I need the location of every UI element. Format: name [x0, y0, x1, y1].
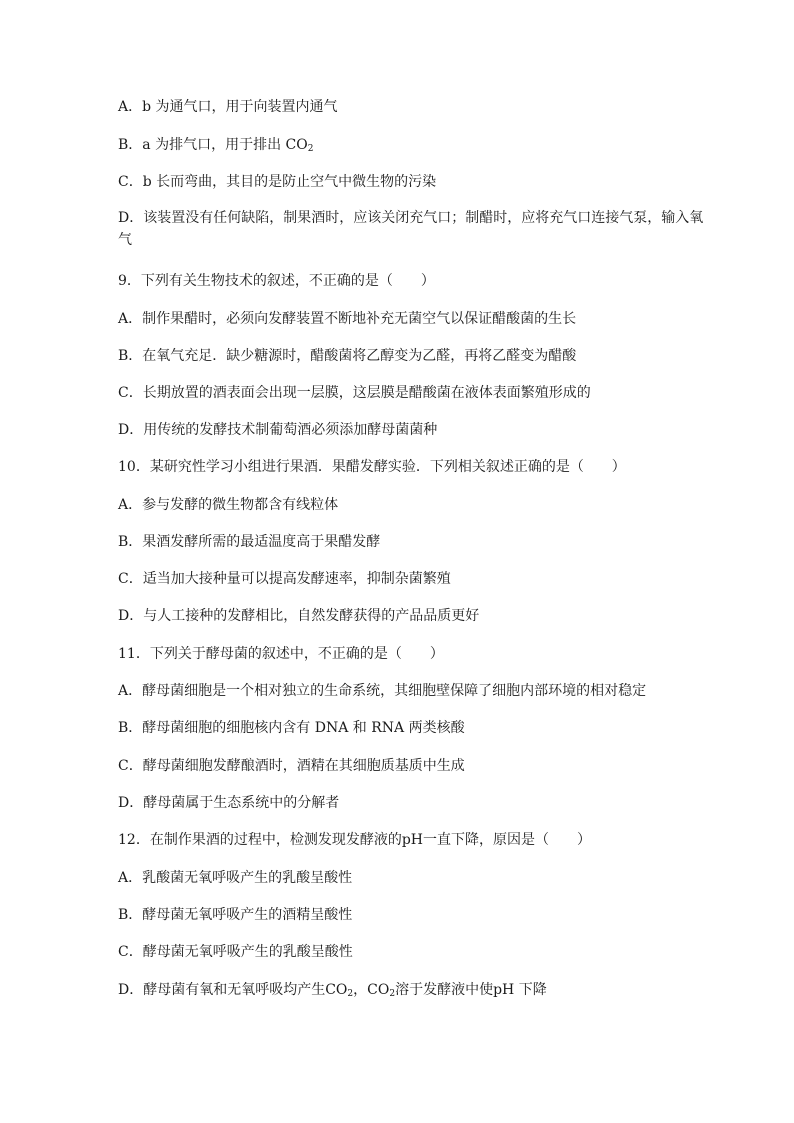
q8-option-b-subscript: 2	[307, 144, 314, 154]
q12-stem: 12．在制作果酒的过程中，检测发现发酵液的pH一直下降，原因是（ ）	[118, 832, 591, 848]
q11-option-d: D．酵母菌属于生态系统中的分解者	[118, 795, 340, 811]
q10-option-c: C．适当加大接种量可以提高发酵速率，抑制杂菌繁殖	[118, 571, 451, 587]
q9-option-b: B．在氧气充足．缺少糖源时，醋酸菌将乙醇变为乙醛，再将乙醛变为醋酸	[118, 348, 577, 364]
q12-option-a: A．乳酸菌无氧呼吸产生的乳酸呈酸性	[118, 870, 353, 886]
q9-stem: 9．下列有关生物技术的叙述，不正确的是（ ）	[118, 273, 435, 289]
q12-option-b: B．酵母菌无氧呼吸产生的酒精呈酸性	[118, 907, 353, 923]
q11-option-c: C．酵母菌细胞发酵酿酒时，酒精在其细胞质基质中生成	[118, 758, 465, 774]
q11-stem: 11．下列关于酵母菌的叙述中，不正确的是（ ）	[118, 646, 444, 662]
q8-option-d: D．该装置没有任何缺陷，制果酒时，应该关闭充气口；制醋时，应将充气口连接气泵，输入氧气	[118, 210, 704, 248]
q12-option-d-part1: D．酵母菌有氧和无氧呼吸均产生CO	[118, 982, 348, 998]
q9-option-a: A．制作果醋时，必须向发酵装置不断地补充无菌空气以保证醋酸菌的生长	[118, 311, 577, 327]
q8-option-a: A．b 为通气口，用于向装置内通气	[118, 99, 338, 115]
q8-option-b	[118, 135, 718, 155]
q10-option-a: A．参与发酵的微生物都含有线粒体	[118, 497, 339, 513]
q10-stem: 10．某研究性学习小组进行果酒．果醋发酵实验．下列相关叙述正确的是（ ）	[118, 459, 626, 475]
q12-option-d	[118, 980, 718, 1000]
q8-option-c: C．b 长而弯曲，其目的是防止空气中微生物的污染	[118, 174, 437, 190]
q12-option-d-part2: ，CO	[353, 982, 390, 998]
q11-option-b: B．酵母菌细胞的细胞核内含有 DNA 和 RNA 两类核酸	[118, 720, 465, 736]
q12-option-d-subscript-2: 2	[389, 989, 396, 999]
q9-option-d: D．用传统的发酵技术制葡萄酒必须添加酵母菌菌种	[118, 422, 438, 438]
q11-option-a: A．酵母菌细胞是一个相对独立的生命系统，其细胞壁保障了细胞内部环境的相对稳定	[118, 683, 647, 699]
q12-option-d-part3: 溶于发酵液中使pH 下降	[395, 982, 547, 998]
q12-option-c: C．酵母菌无氧呼吸产生的乳酸呈酸性	[118, 944, 353, 960]
q9-option-c: C．长期放置的酒表面会出现一层膜，这层膜是醋酸菌在液体表面繁殖形成的	[118, 385, 591, 401]
q12-option-d-subscript-1: 2	[347, 989, 354, 999]
q8-option-b-text: B．a 为排气口，用于排出 CO	[118, 137, 308, 153]
q10-option-b: B．果酒发酵所需的最适温度高于果醋发酵	[118, 534, 381, 550]
q10-option-d: D．与人工接种的发酵相比，自然发酵获得的产品品质更好	[118, 608, 480, 624]
